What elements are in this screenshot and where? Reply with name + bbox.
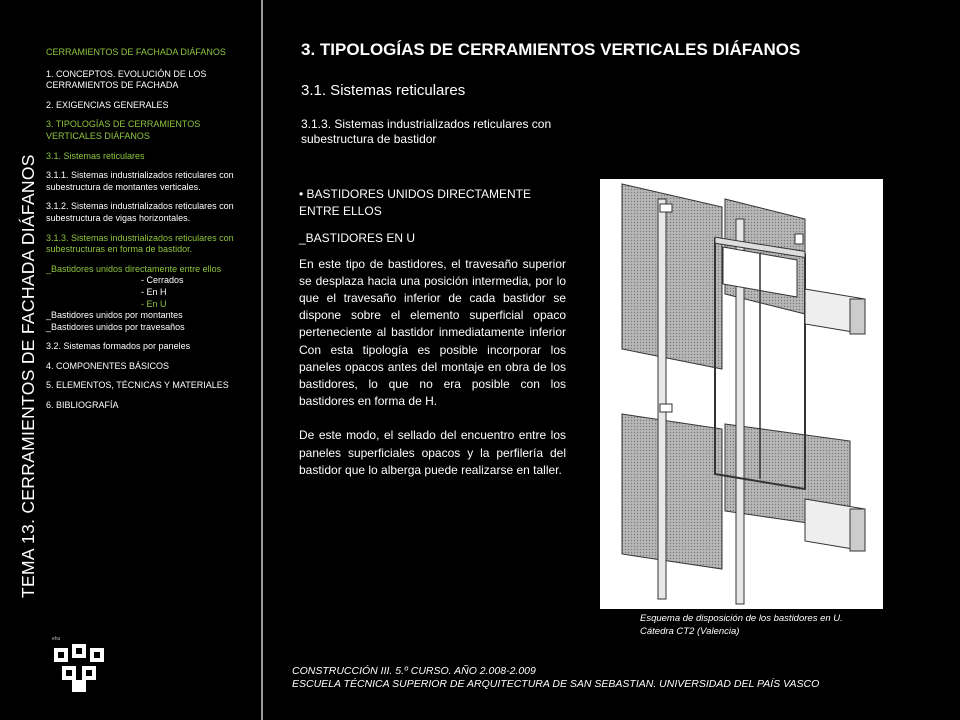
frame-diagram-image (600, 179, 883, 609)
caption-line-2: Cátedra CT2 (Valencia) (640, 626, 740, 637)
paragraph-1: En este tipo de bastidores, el travesaño superior se desplaza hacia una posición intermedia, por lo que el travesaño inferior de cada bastidor se dispone sobre el elemento superficial opaco perteneciente al bastidor inmediatamente inferior Con esta tipología es posible incorporar los paneles opacos antes del montaje en obra de los bastidores, lo que no era posible con los bastidores en forma de H. (299, 256, 566, 409)
frame-diagram-illustration (600, 179, 883, 609)
footer (292, 665, 819, 691)
section-label: _BASTIDORES EN U (299, 231, 416, 246)
nav-sub-travesanos[interactable]: _Bastidores unidos por travesaños (46, 321, 185, 332)
nav-sub-cerrados[interactable]: - Cerrados (141, 275, 184, 286)
subsection-title: 3.1.3. Sistemas industrializados reticulares con subestructura de bastidor (301, 117, 552, 146)
sidebar (0, 0, 262, 720)
bullet-heading: • BASTIDORES UNIDOS DIRECTAMENTE ENTRE ELLOS (299, 187, 532, 219)
nav-item-3-1-3[interactable]: 3.1.3. Sistemas industrializados reticulares con subestructuras en forma de bastidor. (46, 232, 234, 255)
nav-sub-en-h[interactable]: - En H (141, 286, 167, 297)
nav-item-1[interactable]: 1. CONCEPTOS. EVOLUCIÓN DE LOS CERRAMIENTOS DE FACHADA (46, 68, 207, 91)
nav-sub-en-u[interactable]: - En U (141, 298, 167, 309)
sidebar-nav (46, 47, 258, 412)
nav-item-4[interactable]: 4. COMPONENTES BÁSICOS (46, 360, 170, 371)
nav-item-3-1-1[interactable]: 3.1.1. Sistemas industrializados reticulares con subestructura de montantes verticales. (46, 170, 234, 192)
nav-item-3-1[interactable]: 3.1. Sistemas reticulares (46, 150, 145, 161)
figure-caption (640, 612, 843, 638)
nav-sub-montantes[interactable]: _Bastidores unidos por montantes (46, 310, 183, 321)
footer-school: ESCUELA TÉCNICA SUPERIOR DE ARQUITECTURA DE SAN SEBASTIAN. UNIVERSIDAD DEL PAÍS VASCO (292, 678, 820, 690)
body-text (299, 186, 566, 479)
nav-item-3[interactable]: 3. TIPOLOGÍAS DE CERRAMIENTOS VERTICALES DIÁFANOS (46, 119, 201, 141)
svg-text:ehu: ehu (52, 636, 61, 642)
footer-course: CONSTRUCCIÓN III. 5.º CURSO. AÑO 2.008-2.009 (292, 665, 536, 677)
nav-item-3-2[interactable]: 3.2. Sistemas formados por paneles (46, 341, 191, 352)
nav-heading[interactable]: CERRAMIENTOS DE FACHADA DIÁFANOS (46, 47, 226, 57)
page-title: 3. TIPOLOGÍAS DE CERRAMIENTOS VERTICALES DIÁFANOS (301, 40, 801, 59)
nav-item-6[interactable]: 6. BIBLIOGRAFÍA (46, 400, 119, 411)
sidebar-divider (261, 0, 263, 720)
nav-item-3-1-2[interactable]: 3.1.2. Sistemas industrializados reticulares con subestructura de vigas horizontales. (46, 201, 234, 223)
section-title: 3.1. Sistemas reticulares (301, 82, 466, 99)
vertical-title: TEMA 13. CERRAMIENTOS DE FACHADA DIÁFANOS (18, 154, 38, 598)
nav-sub-direct[interactable]: _Bastidores unidos directamente entre ellos (46, 263, 222, 274)
paragraph-2: De este modo, el sellado del encuentro entre los paneles superficiales opacos y la perfilería del bastidor que lo alberga puede realizarse en taller. (299, 428, 566, 477)
nav-item-2[interactable]: 2. EXIGENCIAS GENERALES (46, 99, 169, 110)
nav-item-5[interactable]: 5. ELEMENTOS, TÉCNICAS Y MATERIALES (46, 380, 229, 391)
caption-line-1: Esquema de disposición de los bastidores en U. (640, 613, 843, 624)
university-logo (50, 634, 112, 694)
